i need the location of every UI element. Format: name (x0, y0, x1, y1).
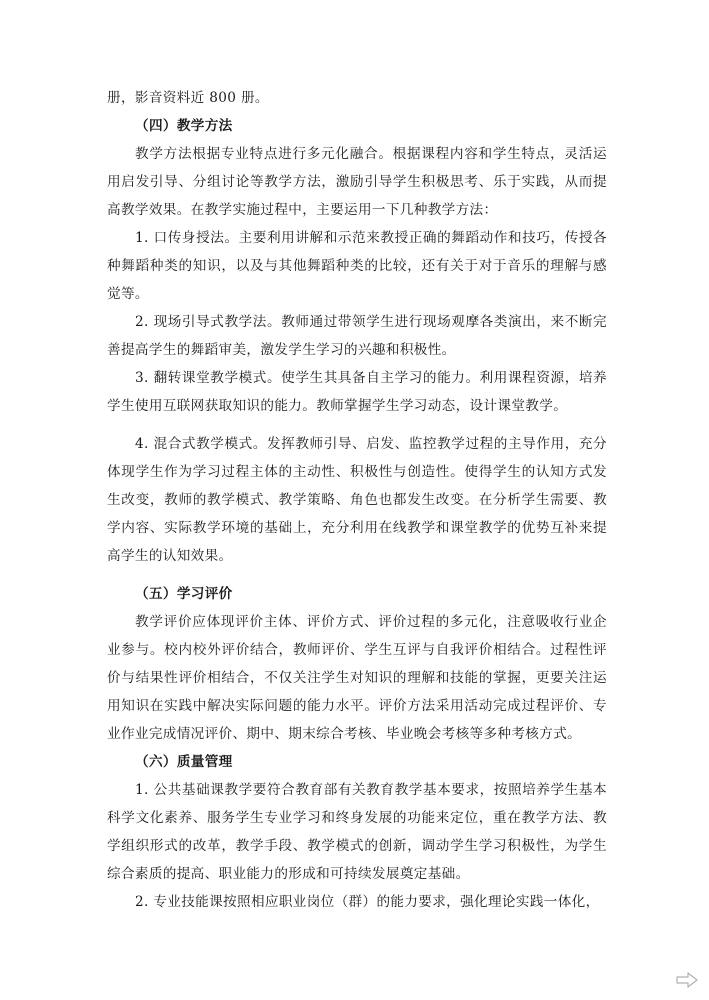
paragraph-evaluation: 教学评价应体现评价主体、评价方式、评价过程的多元化，注意吸收行业企业参与。校内校外评价结合，教师评价、学生互评与自我评价相结合。过程性评价与结果性评价相结合，不仅关注学生对知识的理解和技能的掌握，更要关注运用知识在实践中解决实际问题的能力水平。评价方法采用活动完成过程评价、专业作业完成情况评价、期中、期末综合考核、毕业晚会考核等多种考核方式。 (107, 614, 607, 742)
section-heading-learning-evaluation: （五）学习评价 (135, 586, 233, 602)
section-heading-teaching-methods: （四）教学方法 (135, 118, 233, 134)
paragraph-quality-1: 1. 公共基础课教学要符合教育部有关教育教学基本要求，按照培养学生基本科学文化素养、服务学生专业学习和终身发展的功能来定位，重在教学方法、教学组织形式的改革，教学手段、教学模式的创新，调动学生学习积极性，为学生综合素质的提高、职业能力的形成和可持续发展奠定基础。 (107, 782, 607, 882)
document-body (107, 84, 607, 916)
paragraph-method-1: 1. 口传身授法。主要利用讲解和示范来教授正确的舞蹈动作和技巧，传授各种舞蹈种类的知识，以及与其他舞蹈种类的比较，还有关于对于音乐的理解与感觉等。 (107, 230, 607, 302)
paragraph-method-2: 2. 现场引导式教学法。教师通过带领学生进行现场观摩各类演出，来不断完善提高学生的舞蹈审美，激发学生学习的兴趣和积极性。 (107, 314, 607, 358)
section-heading-quality-management: （六）质量管理 (135, 754, 233, 770)
paragraph-method-3: 3. 翻转课堂教学模式。使学生其具备自主学习的能力。利用课程资源，培养学生使用互联网获取知识的能力。教师掌握学生学习动态，设计课堂教学。 (107, 370, 607, 414)
paragraph-method-4: 4. 混合式教学模式。发挥教师引导、启发、监控教学过程的主导作用，充分体现学生作为学习过程主体的主动性、积极性与创造性。使得学生的认知方式发生改变，教师的教学模式、教学策略、角色也都发生改变。在分析学生需要、教学内容、实际教学环境的基础上，充分利用在线教学和课堂教学的优势互补来提高学生的认知效果。 (107, 436, 607, 564)
paragraph-continuation: 册，影音资料近 800 册。 (107, 90, 269, 106)
paragraph-teaching-methods-intro: 教学方法根据专业特点进行多元化融合。根据课程内容和学生特点，灵活运用启发引导、分组讨论等教学方法，激励引导学生积极思考、乐于实践，从而提高教学效果。在教学实施过程中，主要运用一下几种教学方法： (107, 146, 607, 218)
paragraph-quality-2: 2. 专业技能课按照相应职业岗位（群）的能力要求，强化理论实践一体化， (135, 894, 600, 910)
right-arrow-icon[interactable] (676, 972, 698, 988)
